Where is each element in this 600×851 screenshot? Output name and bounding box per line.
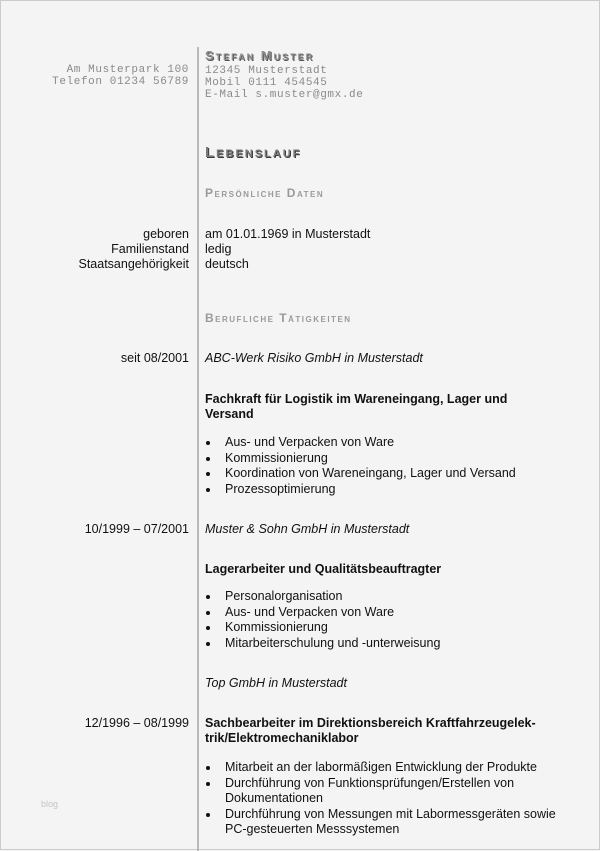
list-item: Aus- und Verpacken von Ware xyxy=(205,605,440,621)
list-item: Aus- und Verpacken von Ware xyxy=(205,435,516,451)
list-item: Mitarbeit an der labormäßigen Entwicklung der Produkte xyxy=(205,760,556,776)
street: Am Musterpark 100 xyxy=(66,64,189,76)
job-2-period: 10/1999 – 07/2001 xyxy=(84,522,189,536)
job-2-company: Muster & Sohn GmbH in Musterstadt xyxy=(205,522,410,536)
value-born: am 01.01.1969 in Musterstadt xyxy=(205,227,371,241)
value-marital: ledig xyxy=(205,242,232,256)
personal-labels xyxy=(79,227,190,272)
list-item: Personalorganisation xyxy=(205,589,440,605)
document-title: Lebenslauf xyxy=(205,144,302,161)
header-right xyxy=(205,48,363,101)
email: E-Mail s.muster@gmx.de xyxy=(205,89,364,101)
list-item: Durchführung von Messungen mit Labormessgeräten sowie PC-gesteuerten Messsystemen xyxy=(205,807,556,838)
job-3-company: Top GmbH in Musterstadt xyxy=(205,676,347,690)
list-item: Kommissionierung xyxy=(205,620,440,636)
job-2-tasks xyxy=(205,589,440,651)
section-heading-career: Berufliche Tätigkeiten xyxy=(205,311,352,325)
phone: Telefon 01234 56789 xyxy=(52,76,189,88)
header-address-left xyxy=(52,64,189,88)
list-item: Durchführung von Funktionsprüfungen/Erstellen von Dokumentationen xyxy=(205,776,556,807)
job-1-period: seit 08/2001 xyxy=(120,351,189,365)
column-divider xyxy=(197,47,199,851)
list-item: Kommissionierung xyxy=(205,451,516,467)
job-1-tasks xyxy=(205,435,516,497)
label-born: geboren xyxy=(143,227,189,241)
label-nationality: Staatsangehörigkeit xyxy=(78,257,189,271)
person-name: Stefan Muster xyxy=(205,48,315,63)
list-item: Koordination von Wareneingang, Lager und Versand xyxy=(205,466,516,482)
watermark: blog xyxy=(41,799,59,809)
value-nationality: deutsch xyxy=(205,257,249,271)
list-item: Prozessoptimierung xyxy=(205,482,516,498)
list-item: Mitarbeiterschulung und -unterweisung xyxy=(205,636,440,652)
personal-values xyxy=(205,227,370,272)
label-marital: Familienstand xyxy=(111,242,189,256)
mobile: Mobil 0111 454545 xyxy=(205,77,328,89)
job-3-period: 12/1996 – 08/1999 xyxy=(84,716,189,730)
job-1-company: ABC-Werk Risiko GmbH in Musterstadt xyxy=(205,351,423,365)
job-2-position: Lagerarbeiter und Qualitätsbeauftragter xyxy=(205,562,442,576)
section-heading-personal: Persönliche Daten xyxy=(205,186,325,200)
city: 12345 Musterstadt xyxy=(205,65,328,77)
job-1-position: Fachkraft für Logistik im Wareneingang, Lager und Versand xyxy=(205,392,508,421)
job-3-tasks xyxy=(205,760,556,838)
job-3-position: Sachbearbeiter im Direktionsbereich Kraftfahrzeugelek- trik/Elektromechaniklabor xyxy=(205,716,536,745)
